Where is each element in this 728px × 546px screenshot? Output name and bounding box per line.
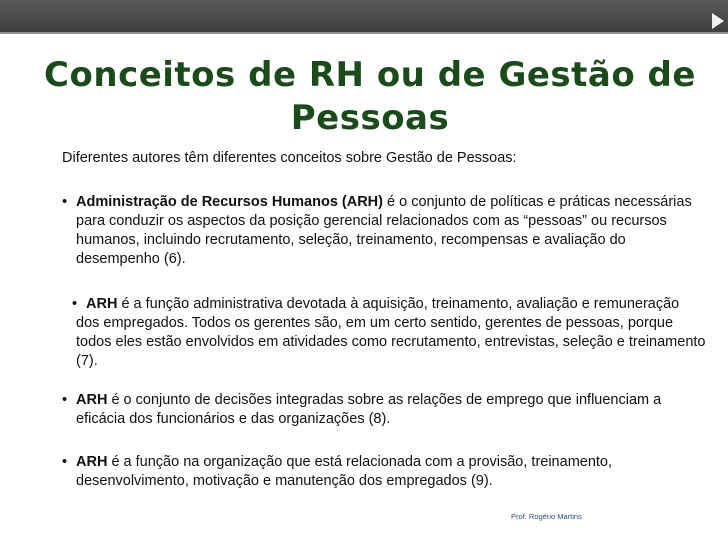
- next-slide-arrow-icon[interactable]: [712, 13, 724, 29]
- bullet-item: [62, 391, 706, 429]
- bullet-term: Administração de Recursos Humanos (ARH): [76, 194, 383, 210]
- intro-text: Diferentes autores têm diferentes conceitos sobre Gestão de Pessoas:: [62, 150, 517, 166]
- top-bar: [0, 0, 728, 32]
- top-bar-divider: [0, 32, 728, 34]
- bullet-text: é a função na organização que está relacionada com a provisão, treinamento, desenvolvimento, motivação e manutenção dos empregados (9).: [76, 454, 613, 489]
- bullet-term: ARH: [76, 392, 108, 408]
- bullet-dot-icon: •: [62, 194, 68, 210]
- bullet-item: [62, 295, 706, 371]
- bullet-dot-icon: •: [62, 454, 68, 470]
- bullet-dot-icon: •: [72, 296, 78, 312]
- bullet-dot-icon: •: [62, 392, 68, 408]
- bullet-text: é a função administrativa devotada à aquisição, treinamento, avaliação e remuneração dos empregados. Todos os gerentes são, em um certo sentido, gerentes de pessoas, porque todos eles estão envolvidos em atividades como recrutamento, entrevistas, seleção e treinamento (7).: [76, 296, 706, 369]
- slide-title: Conceitos de RH ou de Gestão de Pessoas: [44, 55, 696, 138]
- footer-author: Prof. Rogério Martins: [511, 512, 582, 521]
- bullet-item: [62, 453, 706, 491]
- bullet-term: ARH: [76, 454, 108, 470]
- bullet-term: ARH: [86, 296, 118, 312]
- bullet-text: é o conjunto de decisões integradas sobre as relações de emprego que influenciam a eficácia dos funcionários e das organizações (8).: [76, 392, 662, 427]
- bullet-item: [62, 193, 706, 269]
- bullet-text: é o conjunto de políticas e práticas necessárias para conduzir os aspectos da posição gerencial relacionados com as “pessoas” ou recursos humanos, incluindo recrutamento, seleção, treinamento, recompensas e avaliação do desempenho (6).: [76, 194, 692, 267]
